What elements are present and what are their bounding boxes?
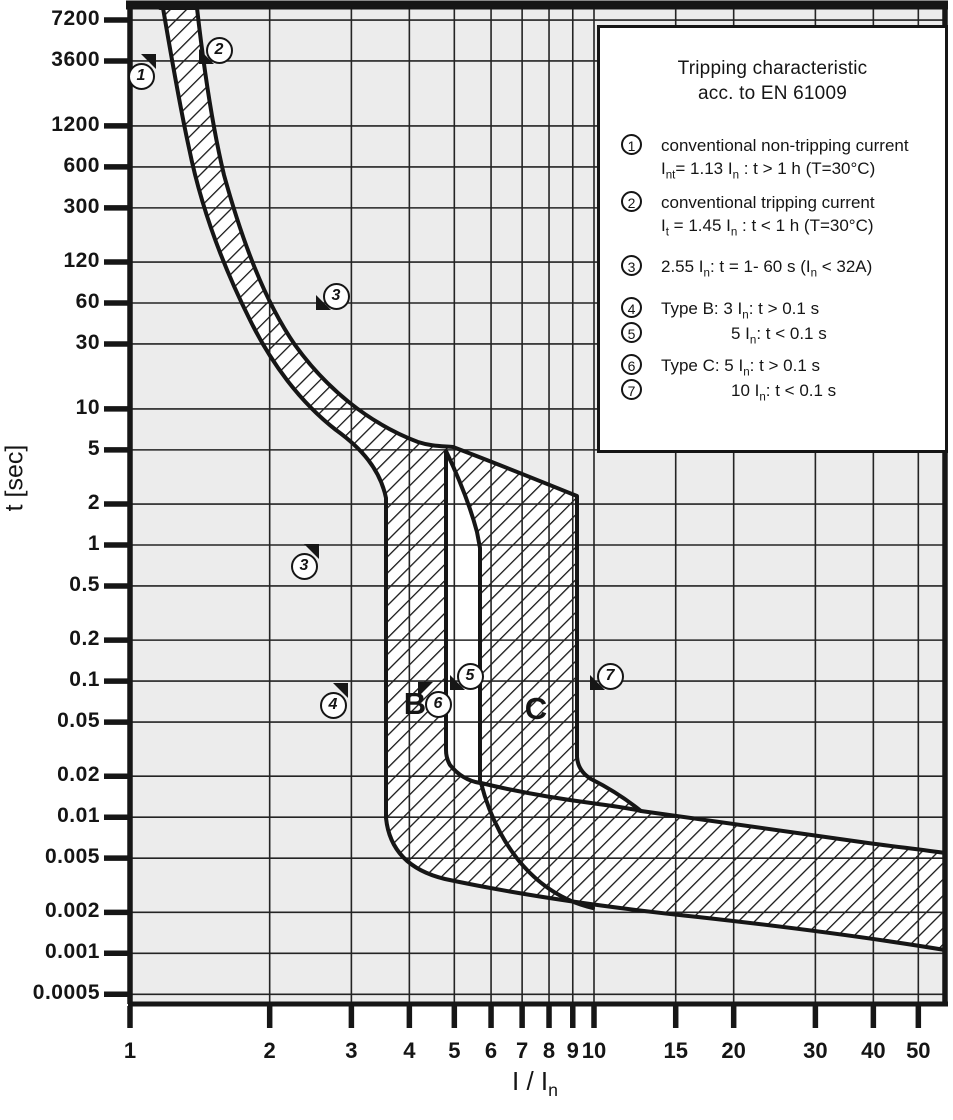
y-tick-label: 0.1 (69, 668, 100, 692)
marker-circle: 4 (320, 692, 347, 719)
legend-item-text (661, 191, 941, 244)
legend-item-number: 3 (621, 255, 642, 276)
y-tick-label: 10 (75, 395, 100, 419)
legend-item-1 (600, 134, 941, 187)
legend-item-number: 7 (621, 379, 642, 400)
band-label-B: B (403, 686, 427, 722)
legend-item-line: $I_t = 1.45$ $I_n$ : t < 1 h (T=30°C) (661, 216, 874, 239)
legend-item-number: 4 (621, 297, 642, 318)
legend-item-text (731, 379, 941, 409)
x-tick-label: 4 (403, 1038, 416, 1063)
curve-marker-4 (320, 692, 347, 719)
y-tick-label: 60 (75, 289, 100, 313)
legend-title-line1: Tripping characteristic (677, 58, 868, 79)
y-tick-label: 30 (75, 330, 100, 354)
y-tick-label: 7200 (51, 7, 100, 31)
y-tick-label: 0.0005 (32, 981, 100, 1005)
legend-item-line: 10 $I_n$: t < 0.1 s (731, 381, 837, 404)
y-tick-label: 2 (87, 491, 100, 515)
x-tick-label: 7 (516, 1038, 529, 1063)
x-tick-label: 2 (263, 1038, 276, 1063)
legend-box (597, 25, 948, 453)
y-tick-label: 1 (87, 532, 100, 555)
curve-marker-2 (206, 37, 233, 64)
band-label-C: C (524, 691, 548, 727)
marker-circle: 3 (323, 283, 350, 310)
y-tick-label: 0.005 (44, 845, 100, 869)
x-tick-label: 50 (906, 1038, 931, 1063)
legend-item-text (731, 322, 941, 352)
legend-item-number: 2 (621, 191, 642, 212)
legend-title-line2: acc. to EN 61009 (698, 83, 847, 104)
marker-circle: 7 (597, 663, 624, 690)
marker-circle: 3 (291, 553, 318, 580)
legend-item-line: Type C: 5 $I_n$: t > 0.1 s (661, 356, 821, 379)
y-tick-label: 0.5 (69, 572, 100, 596)
y-tick-label: 5 (87, 436, 100, 460)
x-tick-label: 8 (542, 1038, 556, 1063)
marker-circle: 2 (206, 37, 233, 64)
y-axis-title: t [sec] (0, 444, 29, 512)
y-tick-label: 3600 (51, 47, 100, 71)
legend-item-number: 6 (621, 354, 642, 375)
curve-marker-6 (425, 691, 452, 718)
x-tick-label: 6 (484, 1038, 498, 1063)
legend-item-line: conventional tripping current (661, 193, 875, 212)
y-tick-label: 0.2 (69, 627, 100, 651)
curve-marker-3 (291, 553, 318, 580)
x-tick-label: 20 (721, 1038, 746, 1063)
curve-marker-5 (457, 663, 484, 690)
curve-marker-1 (128, 63, 155, 90)
curve-marker-3 (323, 283, 350, 310)
y-tick-label: 300 (63, 194, 100, 218)
legend-item-number: 5 (621, 322, 642, 343)
legend-item-line: 2.55 $I_n$: t = 1- 60 s $(I_n < 32A)$ (661, 257, 873, 280)
x-tick-label: 9 (566, 1038, 579, 1063)
legend-item-line: conventional non-tripping current (661, 136, 909, 155)
x-axis-title (512, 1066, 558, 1101)
x-tick-label: 10 (581, 1038, 607, 1063)
y-tick-label: 0.001 (44, 940, 100, 964)
marker-circle: 5 (457, 663, 484, 690)
x-tick-label: 3 (345, 1038, 358, 1063)
legend-item-line: 5 $I_n$: t < 0.1 s (731, 324, 827, 347)
legend-item-text (661, 255, 941, 285)
legend-item-7 (600, 379, 941, 409)
x-tick-label: 5 (448, 1038, 461, 1063)
legend-item-line: $I_{nt}= 1.13$ $I_n$ : t > 1 h (T=30°C) (661, 159, 876, 182)
y-tick-label: 600 (63, 153, 100, 177)
y-tick-label: 0.02 (57, 763, 100, 787)
legend-item-2 (600, 191, 941, 244)
y-tick-label: 0.01 (57, 804, 100, 828)
legend-item-number: 1 (621, 134, 642, 155)
x-tick-label: 40 (861, 1038, 886, 1063)
y-tick-label: 0.05 (57, 709, 100, 733)
x-tick-label: 15 (663, 1038, 688, 1063)
legend-item-3 (600, 255, 941, 285)
legend-item-text (661, 134, 941, 187)
y-tick-label: 120 (63, 249, 100, 273)
marker-circle: 6 (425, 691, 452, 718)
legend-item-line: Type B: 3 $I_n$: t > 0.1 s (661, 299, 820, 322)
y-tick-label: 1200 (51, 112, 100, 136)
y-tick-label: 0.002 (44, 899, 100, 923)
x-tick-label: 30 (803, 1038, 828, 1063)
curve-marker-7 (597, 663, 624, 690)
x-axis-title-sub: n (548, 1080, 558, 1101)
x-tick-label: 1 (123, 1038, 137, 1063)
x-axis-title-main: I / I (512, 1066, 549, 1096)
legend-item-5 (600, 322, 941, 352)
marker-circle: 1 (128, 63, 155, 90)
